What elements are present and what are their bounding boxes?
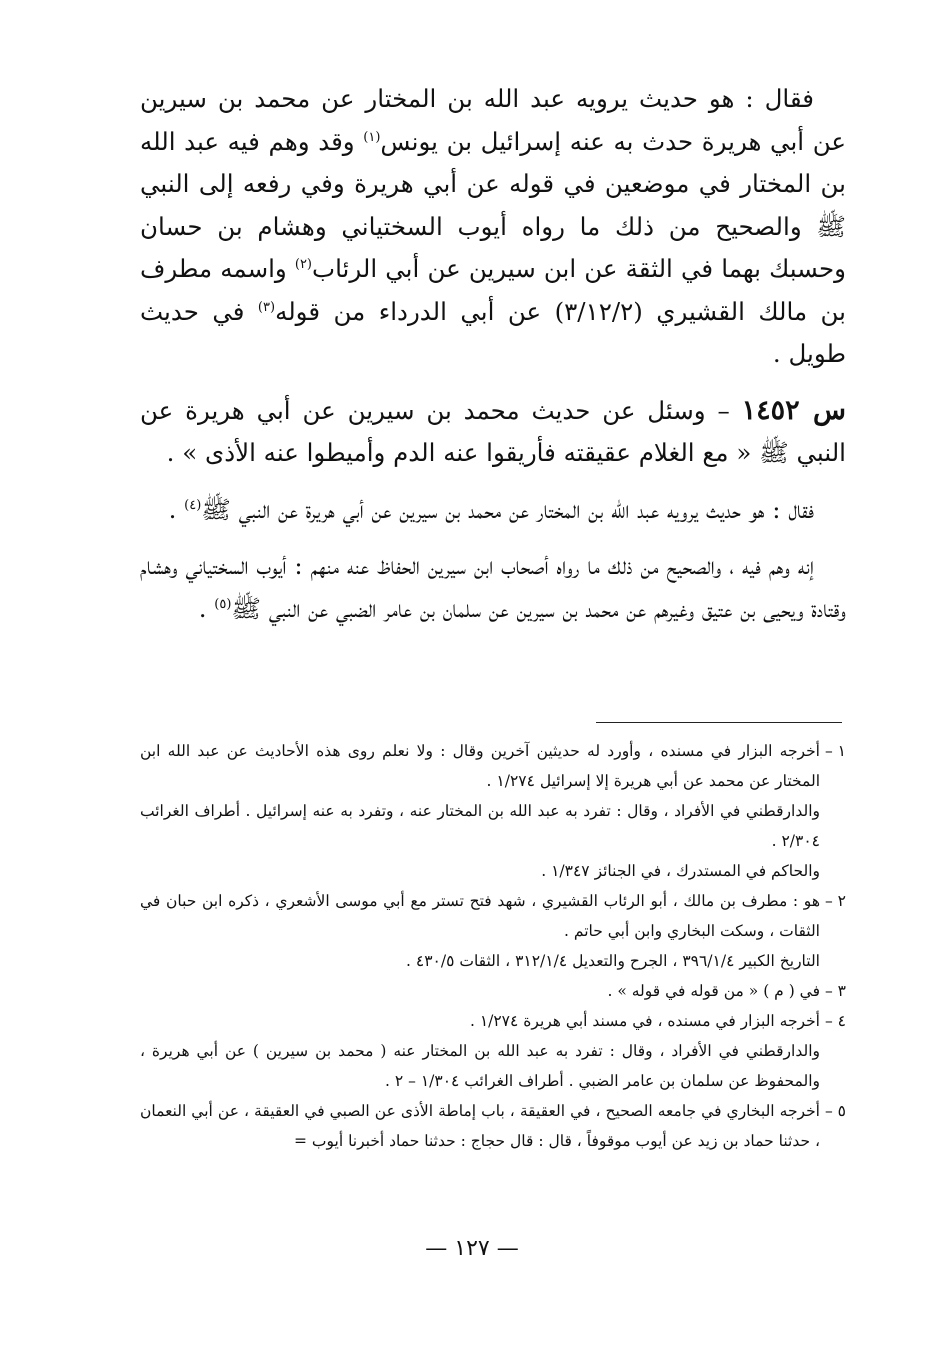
footnote-ref-3[interactable]: (٣) [257, 299, 276, 315]
text-run: فقال : هو حديث يرويه عبد الله بن المختار عن محمد بن سيرين عن أبي هريرة عن النبي ﷺ [201, 494, 814, 524]
footnotes-section [140, 736, 846, 1156]
footnote-ref-5[interactable]: (٥) [214, 596, 232, 612]
footnote-number: ٣ – [824, 982, 846, 1000]
main-text [140, 78, 846, 630]
footnote-2 [140, 886, 846, 946]
page-number: — ١٢٧ — [425, 1236, 519, 1261]
footnote-number: ٤ – [824, 1012, 846, 1030]
footnote-text: والدارقطني في الأفراد ، وقال : تفرد به عبد الله بن المختار عنه ، وتفرد به عنه إسرائيل . أطراف الغرائب ٢/٣٠٤ . [140, 802, 820, 850]
text-run: فقال : هو حديث يرويه عبد الله بن المختار عن محمد بن سيرين عن أبي هريرة حدث به عنه إسرائيل بن يونس [140, 84, 847, 156]
footnote-4 [140, 1006, 846, 1036]
footnote-text: التاريخ الكبير ٣٩٦/١/٤ ، الجرح والتعديل ٣١٢/١/٤ ، الثقات ٤٣٠/٥ . [406, 952, 820, 970]
footnote-5 [140, 1096, 846, 1156]
text-run: في حديث طويل . [140, 296, 846, 368]
footnote-number: ١ – [824, 742, 846, 760]
footnote-text: أخرجه البزار في مسنده ، في مسند أبي هريرة ١/٢٧٤ . [469, 1012, 820, 1030]
paragraph-answer-2 [140, 489, 846, 532]
footnote-ref-1[interactable]: (١) [363, 129, 381, 145]
paragraph-question [140, 390, 846, 475]
footnote-text: أخرجه البخاري في جامعه الصحيح ، في العقيقة ، باب إماطة الأذى عن الصبي في العقيقة ، عن أبي النعمان ، حدثنا حماد بن زيد عن أيوب موقوفاً ، قال : قال حجاج : حدثنا حماد أخبرنا أيوب = [140, 1102, 820, 1150]
paragraph-answer-3 [140, 545, 846, 630]
text-run: . [198, 593, 215, 623]
text-run: إنه وهم فيه ، والصحيح من ذلك ما رواه أصحاب ابن سيرين الحفاظ عنه منهم : أيوب السختياني وهشام وقتادة ويحيى بن عتيق وغيرهم عن محمد بن سيرين عن سلمان بن عامر الضبي عن النبي ﷺ [140, 551, 846, 623]
footnote-text: والحاكم في المستدرك ، في الجنائز ١/٣٤٧ . [541, 862, 820, 880]
question-text: – وسئل عن حديث محمد بن سيرين عن أبي هريرة عن النبي ﷺ « مع الغلام عقيقته فأريقوا عنه الدم وأميطوا عنه الأذى » . [140, 395, 846, 467]
footnote-4-cont [140, 1036, 846, 1096]
footnote-1-cont [140, 856, 846, 886]
footnote-text: والدارقطني في الأفراد ، وقال : تفرد به عبد الله بن المختار عنه ( محمد بن سيرين ) عن أبي هريرة ، والمحفوظ عن سلمان بن عامر الضبي . أطراف الغرائب ١/٣٠٤ – ٢ . [140, 1042, 820, 1090]
question-number: س ١٤٥٢ [741, 394, 846, 426]
footnote-text: أخرجه البزار في مسنده ، وأورد له حديثين آخرين وقال : ولا نعلم روى هذه الأحاديث عن عبد الله ابن المختار عن محمد عن أبي هريرة إلا إسرائيل ١/٢٧٤ . [140, 742, 820, 790]
footnote-divider [596, 722, 842, 723]
footnote-text: هو : مطرف بن مالك ، أبو الرئاب القشيري ، شهد فتح تستر مع أبي موسى الأشعري ، ذكره ابن حبان في الثقات ، وسكت البخاري وابن أبي حاتم . [140, 892, 820, 940]
footnote-2-cont [140, 946, 846, 976]
footnote-ref-2[interactable]: (٢) [294, 256, 312, 272]
text-run: وقد وهم فيه عبد الله بن المختار في موضعين في قوله عن أبي هريرة وفي رفعه إلى النبي ﷺ والصحيح من ذلك ما رواه أيوب السختياني وهشام بن حسان وحسبك بهما في الثقة عن ابن سيرين عن أبي الرئاب [140, 126, 846, 283]
footnote-text: في ( م ) « من قوله في قوله » . [607, 982, 820, 1000]
footnote-1 [140, 736, 846, 796]
text-run: . [168, 494, 185, 524]
footnote-ref-4[interactable]: (٤) [184, 497, 202, 513]
footnote-number: ٢ – [824, 892, 846, 910]
footnote-3 [140, 976, 846, 1006]
paragraph-answer-1 [140, 78, 846, 376]
footnote-number: ٥ – [824, 1102, 846, 1120]
text-run: واسمه مطرف بن مالك القشيري (٣/١٢/٢) عن أبي الدرداء من قوله [140, 254, 846, 326]
footnote-1-cont [140, 796, 846, 856]
